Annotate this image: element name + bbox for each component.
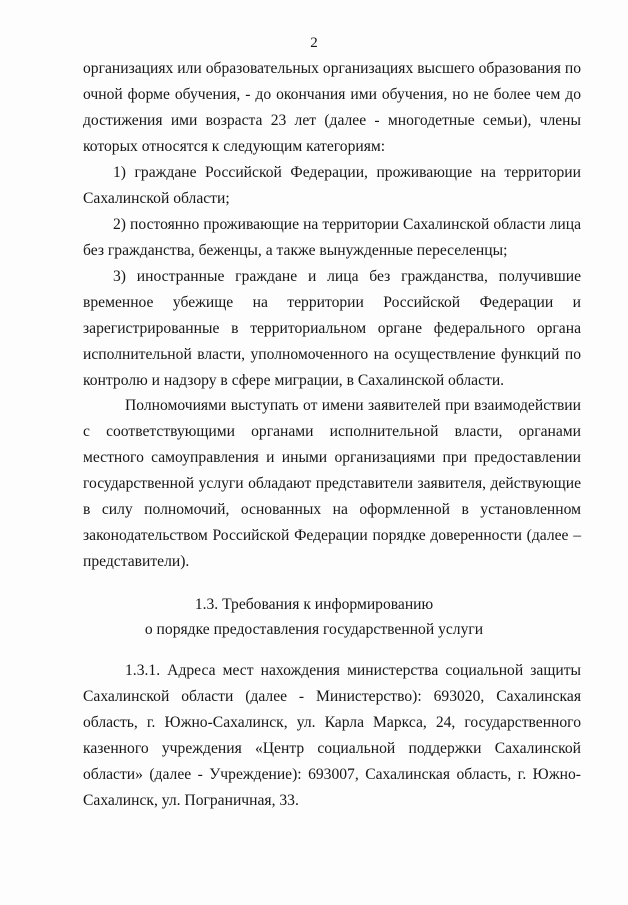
intro-paragraph-block [83,56,581,160]
section-heading-line-2: о порядке предоставления государственной услуги [144,621,484,638]
page-number: 2 [310,35,318,51]
representatives-block [83,393,581,575]
section-heading-line-1: 1.3. Требования к информированию [194,596,434,613]
category-item-2: 2) постоянно проживающие на территории Сахалинской области лица без гражданства, беженцы, а также вынужденные переселенцы; [83,216,581,259]
category-list [83,160,581,394]
category-item-3: 3) иностранные граждане и лица без гражданства, получившие временное убежище на территории Российской Федерации и зарегистрированные в территориальном органе федерального органа исполнительной власти, уполномоченного на осуществление функций по контролю и надзору в сфере миграции, в Сахалинской области. [83,268,581,389]
section-heading [0,592,628,642]
intro-paragraph: организациях или образовательных организациях высшего образования по очной форме обучения, - до окончания ими обучения, но не более чем до достижения ими возраста 23 лет (далее - многодетные семьи), члены которых относятся к следующим категориям: [83,60,581,155]
addresses-block [83,658,581,814]
representatives-paragraph: Полномочиями выступать от имени заявителей при взаимодействии с соответствующими органами исполнительной власти, органами местного самоуправления и иными организациями при предоставлении государственной услуги обладают представители заявителя, действующие в силу полномочий, основанных на оформленной в установленном законодательством Российской Федерации порядке доверенности (далее – представители). [83,397,581,570]
category-item-1: 1) граждане Российской Федерации, проживающие на территории Сахалинской области; [83,164,581,207]
addresses-paragraph: 1.3.1. Адреса мест нахождения министерства социальной защиты Сахалинской области (далее - Министерство): 693020, Сахалинская область, г. Южно-Сахалинск, ул. Карла Маркса, 24, государственного казенного учреждения «Центр социальной поддержки Сахалинской области» (далее - Учреждение): 693007, Сахалинская область, г. Южно-Сахалинск, ул. Пограничная, 33. [83,662,581,809]
